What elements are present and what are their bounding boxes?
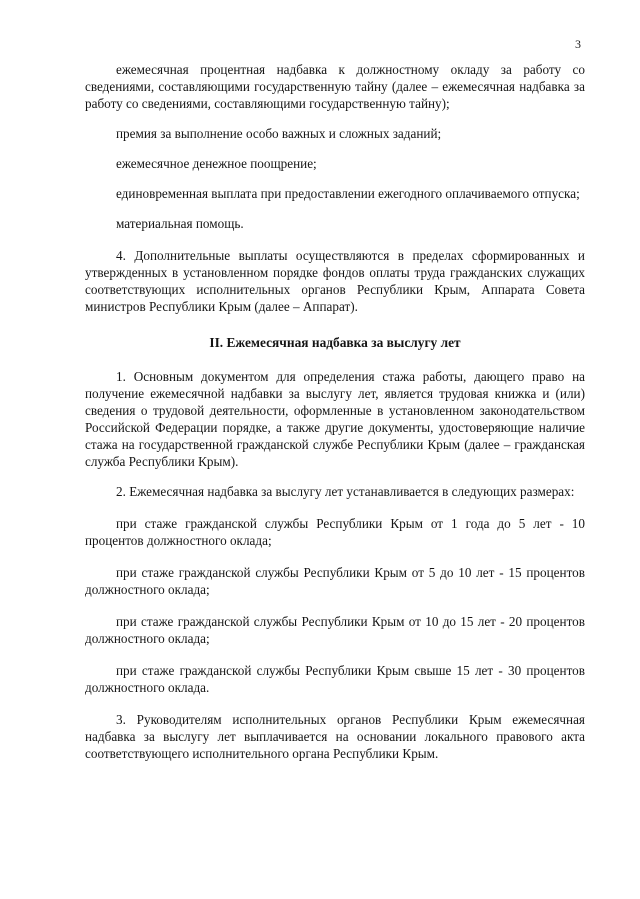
list-item-1-5-years: при стаже гражданской службы Республики Крым от 1 года до 5 лет - 10 процентов должностного оклада; (85, 516, 585, 548)
paragraph-section-item-3: 3. Руководителям исполнительных органов Республики Крым ежемесячная надбавка за выслугу лет выплачивается на основании локального правового акта соответствующего исполнительного органа Республики Крым. (85, 712, 585, 761)
paragraph-secrecy-bonus: ежемесячная процентная надбавка к должностному окладу за работу со сведениями, составляющими государственную тайну (далее – ежемесячная надбавка за работу со сведениями, составляющими государственную тайну); (85, 62, 585, 111)
paragraph-premium: премия за выполнение особо важных и сложных заданий; (116, 126, 442, 141)
paragraph-section-item-1: 1. Основным документом для определения стажа работы, дающего право на получение ежемесячной надбавки за выслугу лет, является трудовая книжка и (или) сведения о трудовой деятельности, оформленные в установленном законодательством Российской Федерации порядке, а также другие документы, удостоверяющие наличие стажа на государственной гражданской службе Республики Крым (далее – гражданская служба Республики Крым). (85, 369, 585, 469)
list-item-over-15-years: при стаже гражданской службы Республики Крым свыше 15 лет - 30 процентов должностного оклада. (85, 663, 585, 695)
paragraph-monthly-reward: ежемесячное денежное поощрение; (116, 156, 317, 171)
page-number: 3 (575, 37, 581, 51)
paragraph-material-aid: материальная помощь. (116, 216, 244, 231)
list-item-5-10-years: при стаже гражданской службы Республики Крым от 5 до 10 лет - 15 процентов должностного оклада; (85, 565, 585, 597)
paragraph-vacation-payment: единовременная выплата при предоставлении ежегодного оплачиваемого отпуска; (116, 186, 580, 201)
paragraph-section-item-2: 2. Ежемесячная надбавка за выслугу лет устанавливается в следующих размерах: (116, 484, 575, 499)
section-title: II. Ежемесячная надбавка за выслугу лет (209, 335, 461, 350)
document-body (85, 61, 585, 762)
paragraph-item-4: 4. Дополнительные выплаты осуществляются в пределах сформированных и утвержденных в установленном порядке фондов оплаты труда гражданских служащих соответствующих исполнительных органов Республики Крым, Аппарата Совета министров Республики Крым (далее – Аппарат). (85, 248, 585, 314)
list-item-10-15-years: при стаже гражданской службы Республики Крым от 10 до 15 лет - 20 процентов должностного оклада; (85, 614, 585, 646)
